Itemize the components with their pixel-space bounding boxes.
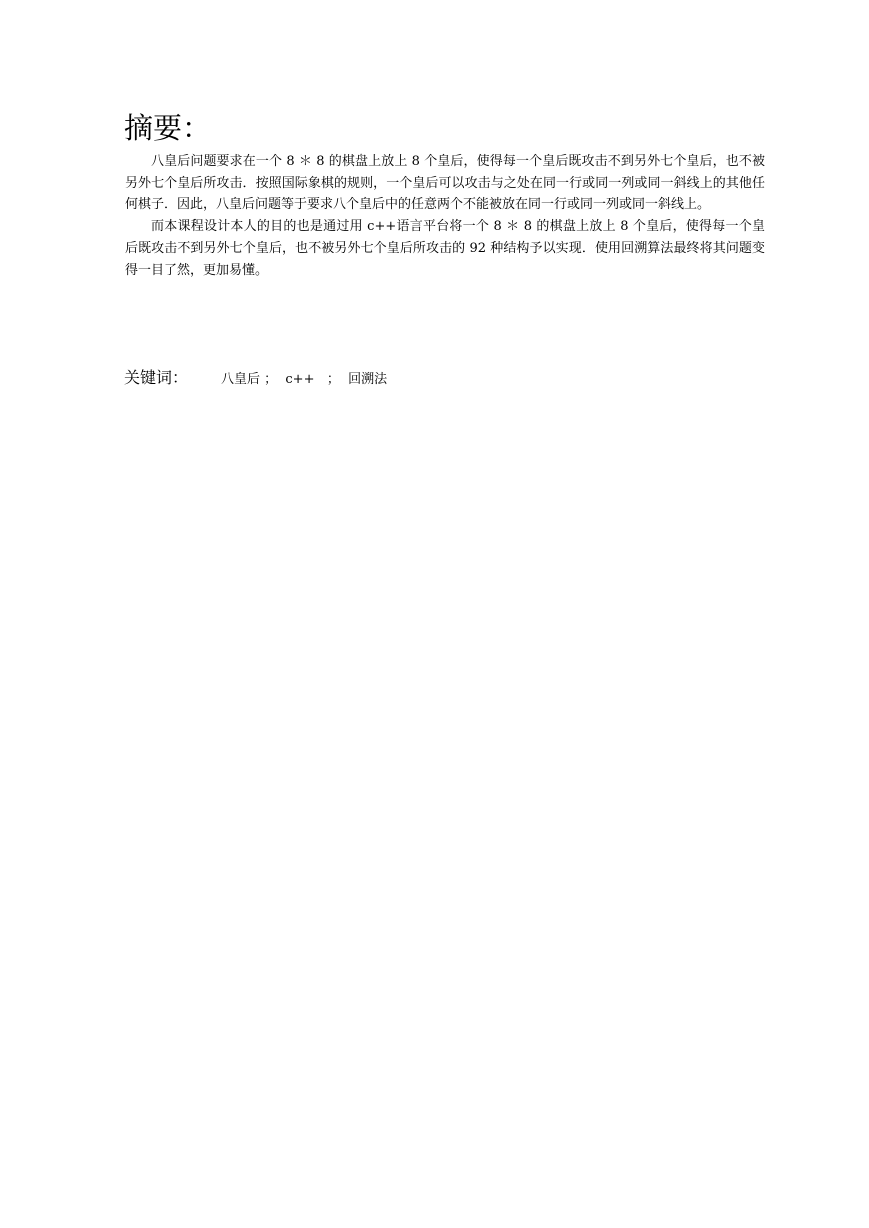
- abstract-body: [125, 151, 765, 281]
- abstract-paragraph-1: 八皇后问题要求在一个 8 ＊ 8 的棋盘上放上 8 个皇后，使得每一个皇后既攻击不到另外七个皇后，也不被另外七个皇后所攻击．按照国际象棋的规则，一个皇后可以攻击与之处在同一行或同一列或同一斜线上的其他任何棋子．因此，八皇后问题等于要求八个皇后中的任意两个不能被放在同一行或同一列或同一斜线上。: [125, 154, 765, 213]
- keywords-label: 关键词：: [124, 368, 189, 387]
- abstract-paragraph-2: 而本课程设计本人的目的也是通过用 c++语言平台将一个 8 ＊ 8 的棋盘上放上 8 个皇后，使得每一个皇后既攻击不到另外七个皇后，也不被另外七个皇后所攻击的 92 种结构予以实现．使用回溯算法最终将其问题变得一目了然，更加易懂。: [125, 219, 765, 278]
- keywords-line: [124, 366, 387, 392]
- abstract-heading: 摘要：: [124, 111, 212, 145]
- keywords-list: 八皇后 ； c++ ； 回溯法: [221, 372, 388, 387]
